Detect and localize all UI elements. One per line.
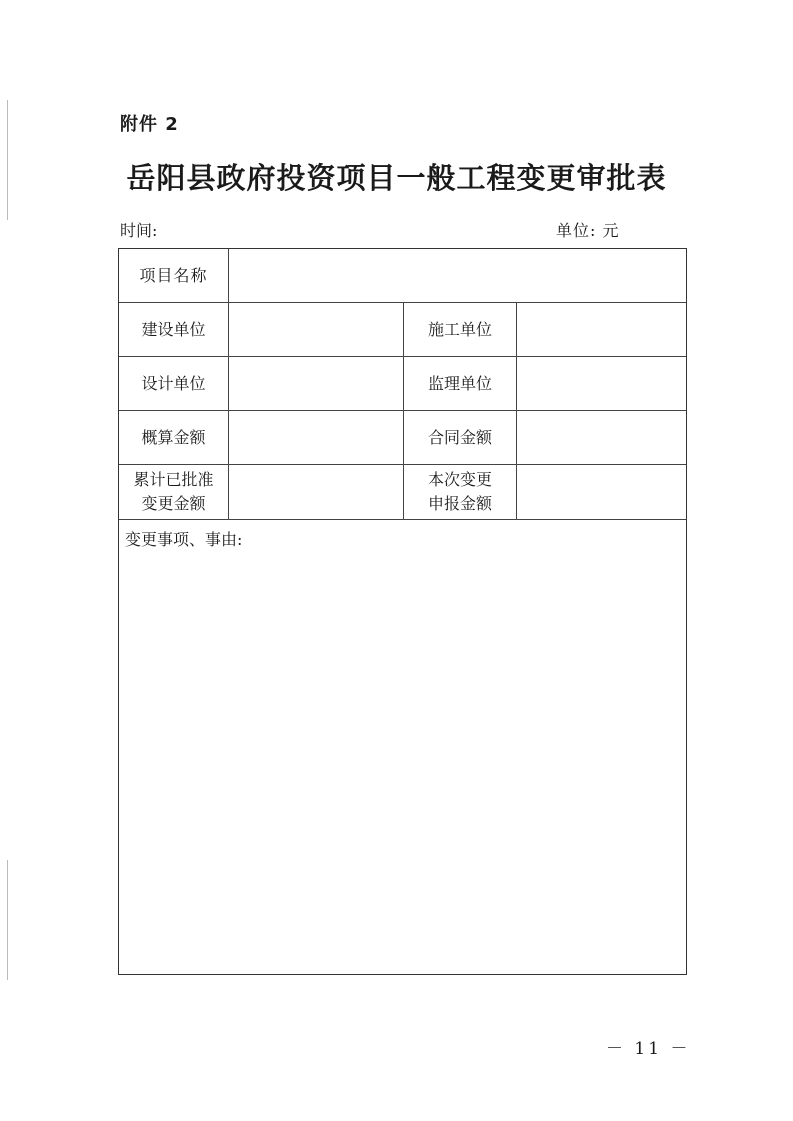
contractor-unit-field[interactable]	[517, 303, 686, 356]
current-change-amount-field[interactable]	[517, 465, 686, 519]
project-name-field[interactable]	[229, 249, 686, 302]
approved-change-total-label-line2: 变更金额	[141, 494, 206, 513]
design-unit-label: 设计单位	[141, 373, 206, 393]
contractor-unit-label: 施工单位	[427, 319, 492, 339]
scan-edge-mark-bottom	[7, 860, 8, 980]
page-number: － 11 －	[606, 1039, 691, 1059]
construction-unit-label: 建设单位	[141, 319, 206, 339]
current-change-amount-label-line2: 申报金额	[427, 494, 492, 513]
approved-change-total-label	[119, 465, 228, 519]
contract-amount-field[interactable]	[517, 411, 686, 464]
row-divider	[119, 519, 686, 520]
change-reason-label: 变更事项、事由:	[125, 530, 243, 549]
time-label: 时间:	[120, 221, 158, 240]
supervision-unit-label: 监理单位	[427, 373, 492, 393]
approved-change-total-field[interactable]	[229, 465, 403, 519]
design-unit-field[interactable]	[229, 357, 403, 410]
construction-unit-field[interactable]	[229, 303, 403, 356]
budget-amount-field[interactable]	[229, 411, 403, 464]
attachment-label: 附件 2	[120, 114, 179, 135]
approval-form-table	[118, 248, 687, 975]
budget-amount-label: 概算金额	[141, 427, 206, 447]
current-change-amount-label-line1: 本次变更	[427, 470, 492, 489]
current-change-amount-label	[404, 465, 516, 519]
approved-change-total-label-line1: 累计已批准	[133, 470, 214, 489]
supervision-unit-field[interactable]	[517, 357, 686, 410]
project-name-label: 项目名称	[139, 265, 208, 285]
unit-label: 单位: 元	[556, 221, 620, 240]
page-title: 岳阳县政府投资项目一般工程变更审批表	[126, 161, 667, 195]
change-reason-field[interactable]	[119, 554, 685, 972]
contract-amount-label: 合同金额	[427, 427, 492, 447]
